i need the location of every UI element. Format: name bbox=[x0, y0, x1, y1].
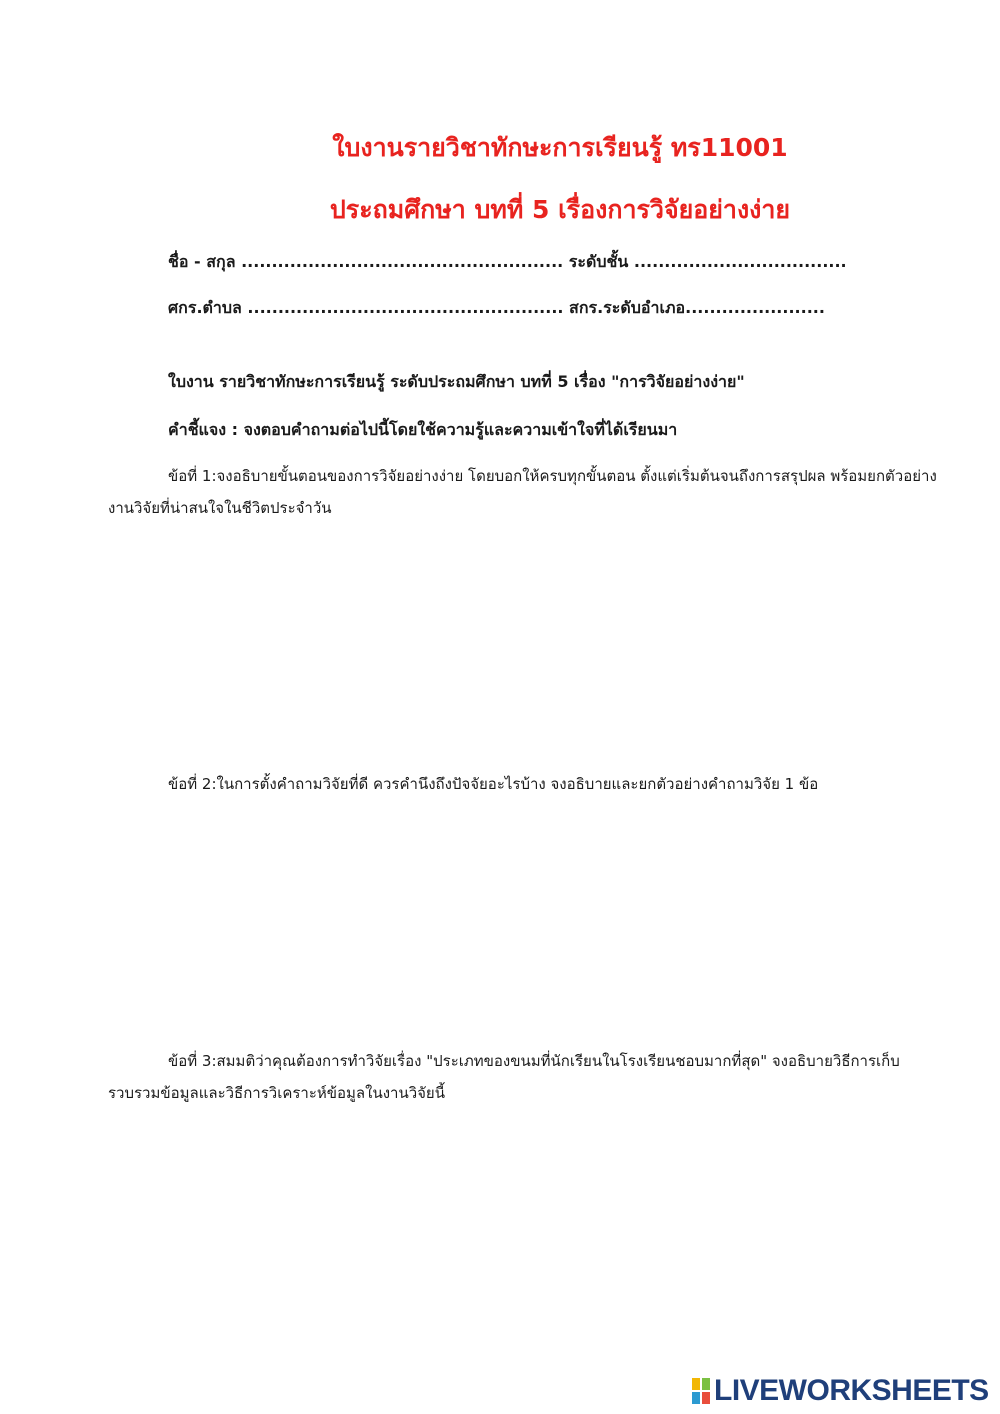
logo-text: LIVEWORKSHEETS bbox=[714, 1374, 989, 1407]
worksheet-subtitle: ประถมศึกษา บทที่ 5 เรื่องการวิจัยอย่างง่าย bbox=[329, 195, 791, 224]
student-name-row: ชื่อ - สกุล ..................................................... ระดับชั้น ................................... bbox=[168, 252, 847, 271]
liveworksheets-logo[interactable] bbox=[692, 1374, 989, 1408]
question-2: ข้อที่ 2:ในการตั้งคำถามวิจัยที่ดี ควรคำนึงถึงปัจจัยอะไรบ้าง จงอธิบายและยกตัวอย่างคำถามวิจัย 1 ข้อ bbox=[168, 775, 819, 793]
worksheet-subject-line: ใบงาน รายวิชาทักษะการเรียนรู้ ระดับประถมศึกษา บทที่ 5 เรื่อง "การวิจัยอย่างง่าย" bbox=[168, 372, 745, 391]
school-row: ศกร.ตำบล .................................................... สกร.ระดับอำเภอ....................... bbox=[168, 298, 825, 317]
instructions: คำชี้แจง : จงตอบคำถามต่อไปนี้โดยใช้ความรู้และความเข้าใจที่ได้เรียนมา bbox=[168, 420, 678, 439]
question-1: ข้อที่ 1:จงอธิบายขั้นตอนของการวิจัยอย่างง่าย โดยบอกให้ครบทุกขั้นตอน ตั้งแต่เริ่มต้นจนถึงการสรุปผล พร้อมยกตัวอย่างงานวิจัยที่น่าสนใจในชีวิตประจำวัน bbox=[108, 467, 937, 517]
question-3: ข้อที่ 3:สมมติว่าคุณต้องการทำวิจัยเรื่อง "ประเภทของขนมที่นักเรียนในโรงเรียนชอบมากที่สุด" จงอธิบายวิธีการเก็บรวบรวมข้อมูลและวิธีการวิเคราะห์ข้อมูลในงานวิจัยนี้ bbox=[108, 1052, 900, 1102]
worksheet-title: ใบงานรายวิชาทักษะการเรียนรู้ ทร11001 bbox=[332, 133, 788, 162]
liveworksheets-logo-icon bbox=[692, 1378, 710, 1404]
